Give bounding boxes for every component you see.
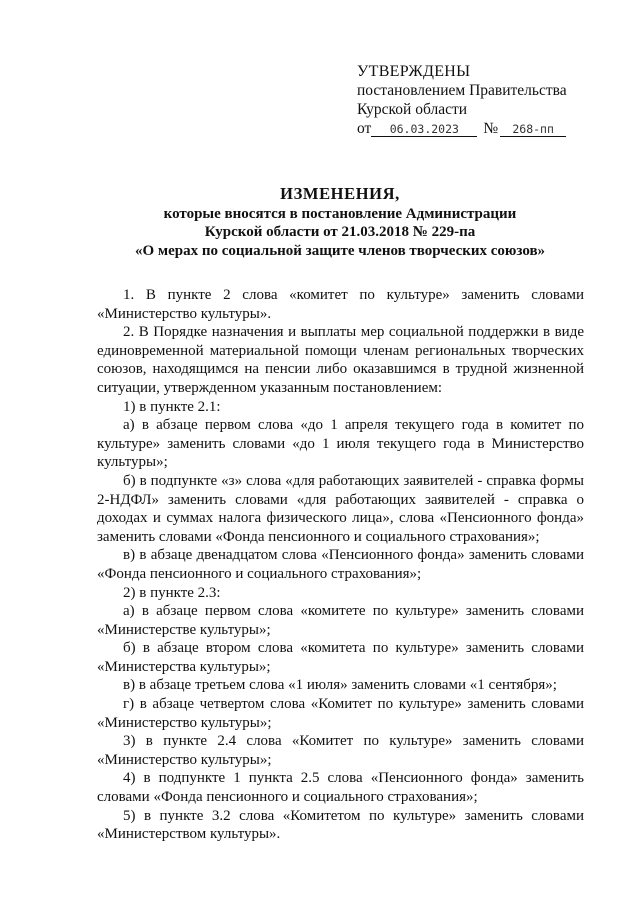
paragraph-6: в) в абзаце двенадцатом слова «Пенсионного фонда» заменить словами «Фонда пенсионного и социального страхования»;: [97, 547, 584, 582]
paragraph-2: 2. В Порядке назначения и выплаты мер социальной поддержки в виде единовременной материальной помощи членам региональных творческих союзов, находящимся на пенсии либо оказавшимся в трудной жизненной ситуации, утвержденном указанным постановлением:: [97, 324, 584, 396]
approval-date-prefix: от: [357, 120, 372, 137]
approval-stamp: [357, 62, 567, 138]
title-line-1: которые вносятся в постановление Администрации: [163, 205, 517, 222]
paragraph-11: г) в абзаце четвертом слова «Комитет по культуре» заменить словами «Министерство культуры»;: [97, 696, 584, 731]
approval-number-sign: №: [483, 120, 499, 137]
title-line-3: «О мерах по социальной защите членов творческих союзов»: [134, 242, 546, 259]
paragraph-8: а) в абзаце первом слова «комитете по культуре» заменить словами «Министерстве культуры»;: [97, 603, 584, 638]
title-line-2: Курской области от 21.03.2018 № 229-па: [204, 224, 476, 240]
paragraph-12: 3) в пункте 2.4 слова «Комитет по культуре» заменить словами «Министерство культуры»;: [97, 733, 584, 768]
paragraph-4: а) в абзаце первом слова «до 1 апреля текущего года в комитет по культуре» заменить словами «до 1 июля текущего года в Министерство культуры»;: [97, 417, 584, 471]
document-body: [97, 286, 584, 844]
document-title: [96, 185, 584, 260]
paragraph-5: б) в подпункте «з» слова «для работающих заявителей - справка формы 2-НДФЛ» заменить словами «для работающих заявителей - справка о доходах и суммах налога физического лица», слова «Пенсионного фонда» заменить словами «Фонда пенсионного и социального страхования»;: [97, 472, 584, 545]
approval-line-1: постановлением Правительства: [357, 82, 567, 99]
paragraph-3: 1) в пункте 2.1:: [123, 398, 221, 415]
paragraph-13: 4) в подпункте 1 пункта 2.5 слова «Пенсионного фонда» заменить словами «Фонда пенсионного и социального страхования»;: [97, 770, 584, 806]
paragraph-10: в) в абзаце третьем слова «1 июля» заменить словами «1 сентября»;: [123, 677, 557, 694]
paragraph-9: б) в абзаце втором слова «комитета по культуре» заменить словами «Министерства культуры»;: [97, 640, 584, 675]
paragraph-1: 1. В пункте 2 слова «комитет по культуре» заменить словами «Министерство культуры».: [97, 287, 584, 322]
paragraph-7: 2) в пункте 2.3:: [123, 584, 221, 601]
approval-date-row: [357, 119, 567, 138]
approval-number-value: 268-пп: [500, 122, 566, 137]
paragraph-14: 5) в пункте 3.2 слова «Комитетом по культуре» заменить словами «Министерством культуры».: [97, 807, 584, 843]
approval-heading: УТВЕРЖДЕНЫ: [357, 63, 471, 80]
approval-date-value: 06.03.2023: [371, 122, 477, 137]
approval-line-2: Курской области: [357, 101, 468, 118]
title-main: ИЗМЕНЕНИЯ,: [280, 184, 400, 203]
